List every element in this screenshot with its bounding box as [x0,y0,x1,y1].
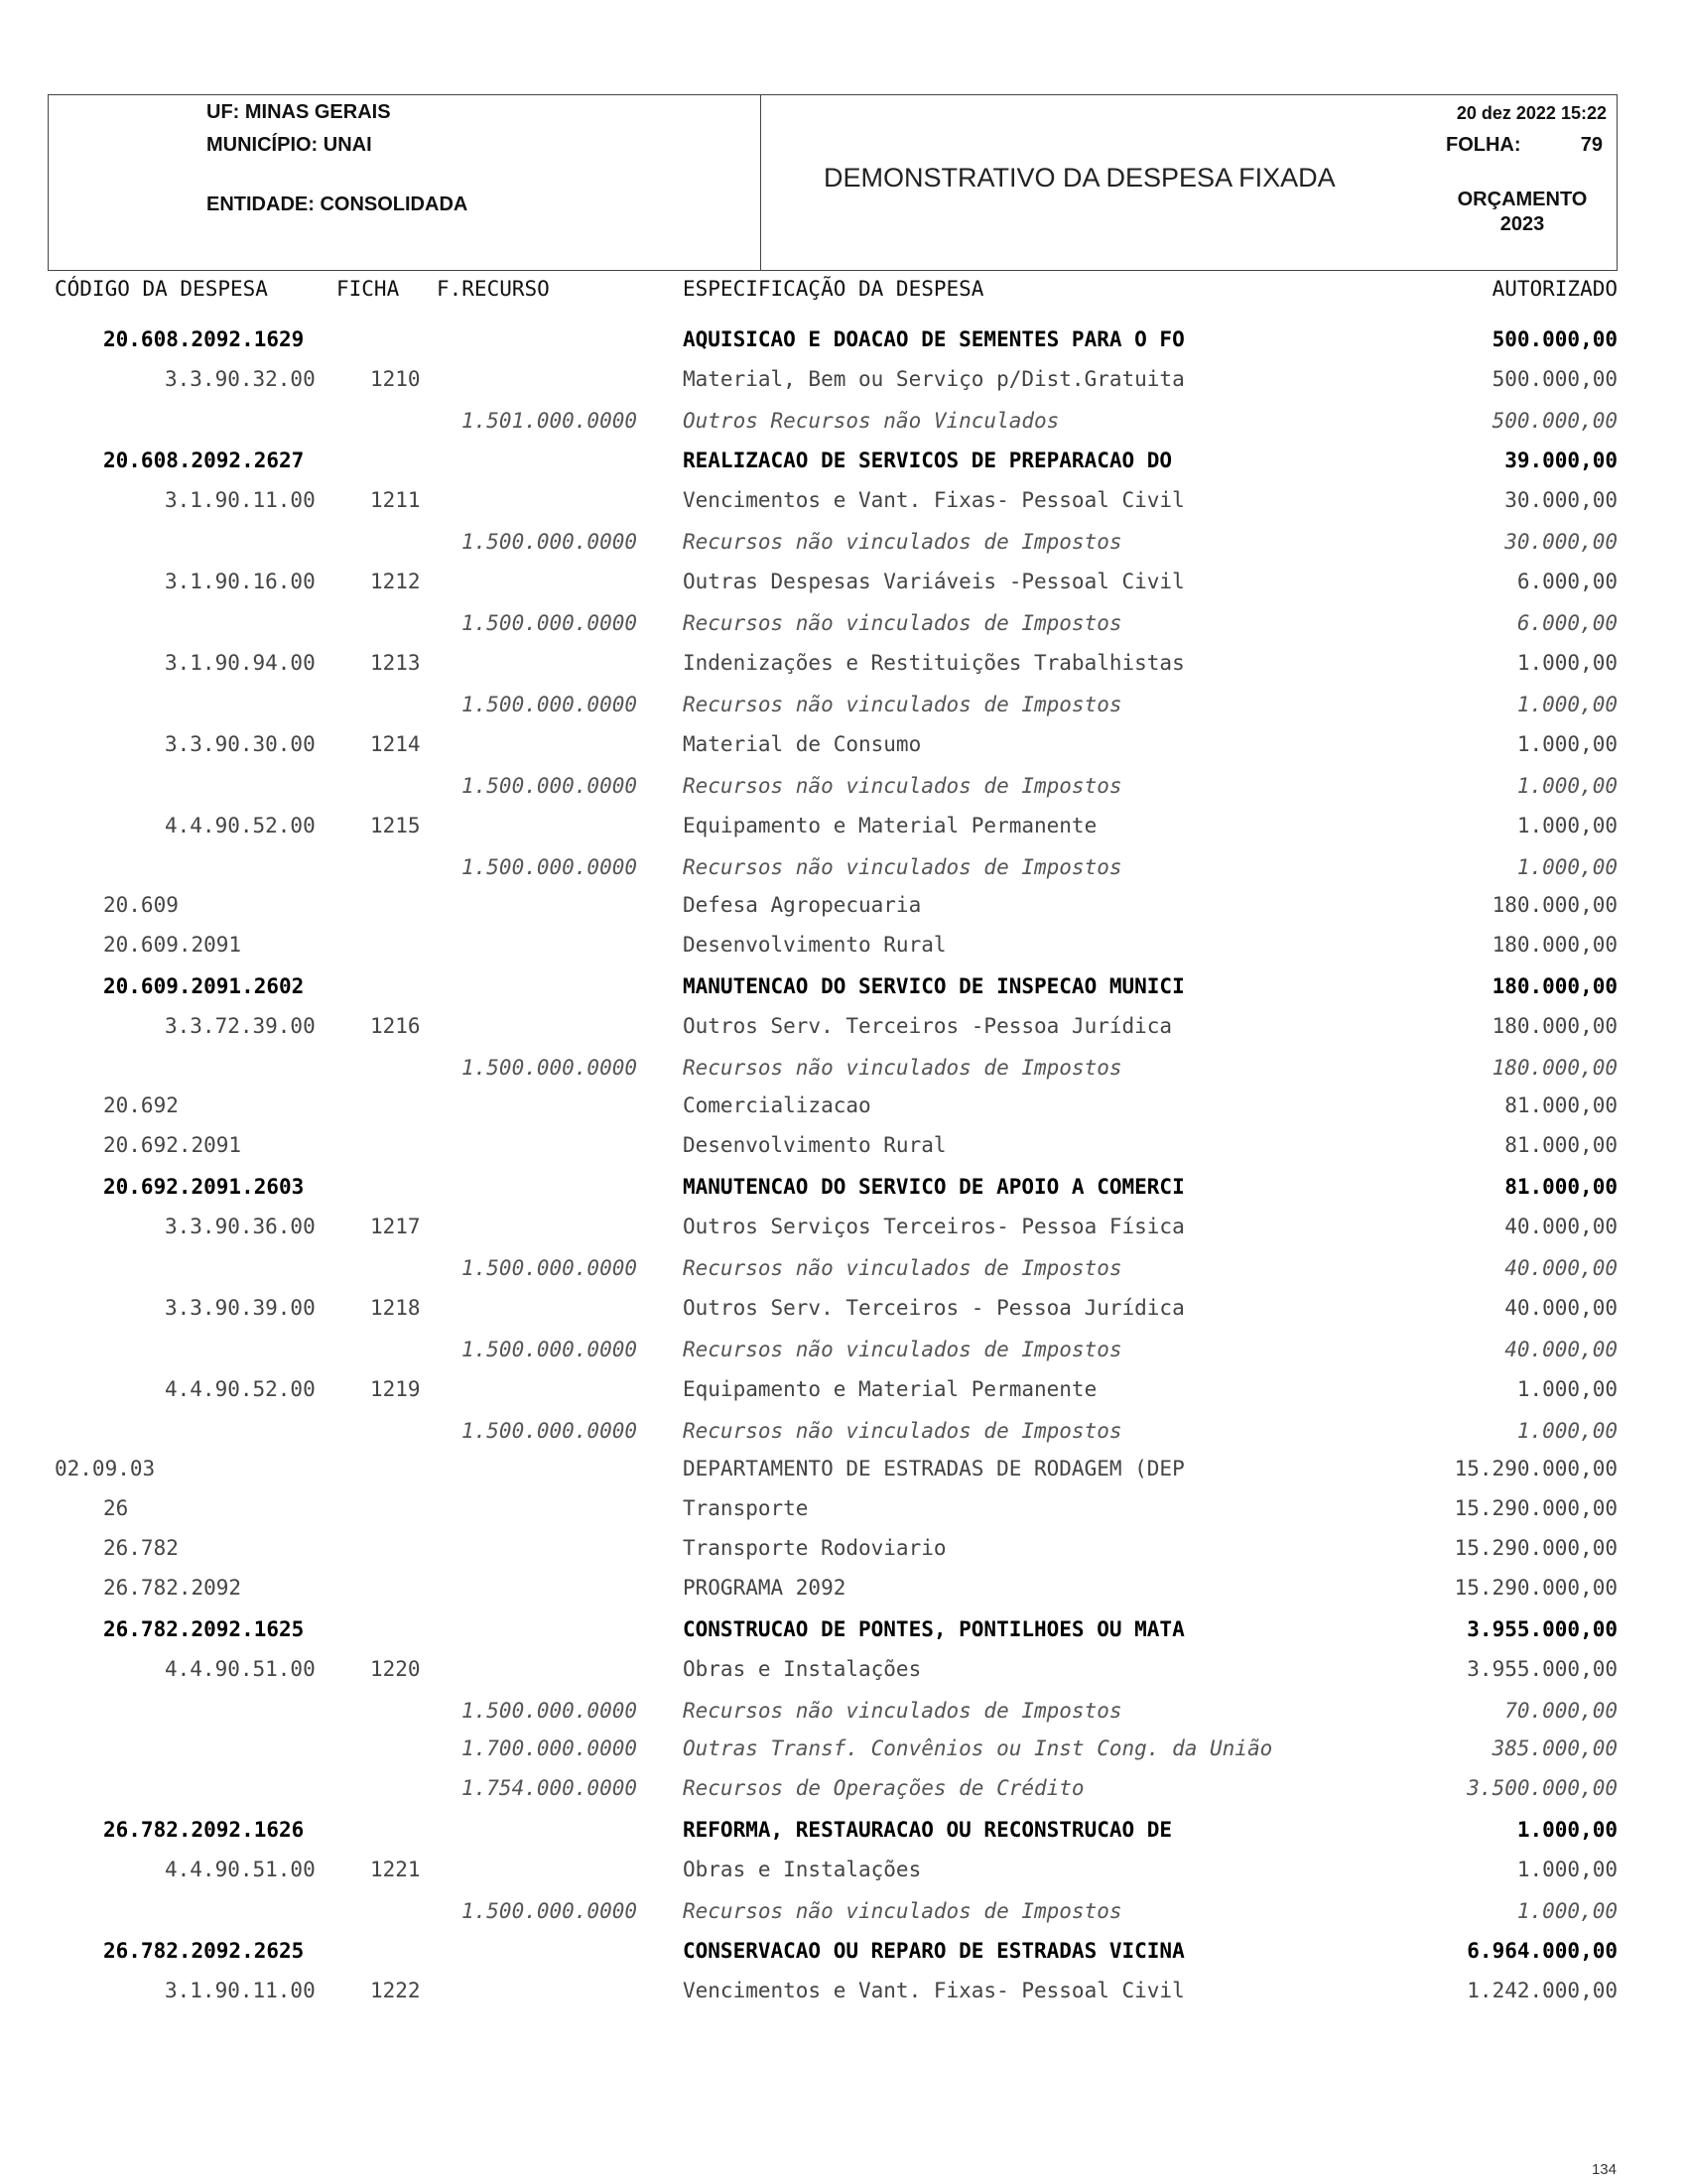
row-especificacao: Defesa Agropecuaria [683,893,922,917]
col-header-ficha: FICHA [336,277,400,301]
row-especificacao: MANUTENCAO DO SERVICO DE INSPECAO MUNICI [683,974,1185,998]
table-row [0,406,1688,436]
row-especificacao: Recursos não vinculados de Impostos [683,1056,1122,1080]
row-autorizado: 180.000,00 [1492,893,1618,917]
row-autorizado: 500.000,00 [1492,327,1618,351]
table-row [0,1253,1688,1283]
row-autorizado: 15.290.000,00 [1454,1457,1618,1480]
row-fonte-recurso: 1.500.000.0000 [461,774,638,798]
row-autorizado: 81.000,00 [1504,1175,1618,1199]
row-autorizado: 30.000,00 [1504,488,1618,512]
row-autorizado: 1.000,00 [1516,651,1618,675]
table-row [0,364,1688,394]
row-especificacao: Recursos não vinculados de Impostos [683,1699,1122,1723]
row-autorizado: 1.242.000,00 [1467,1979,1618,2002]
table-row [0,690,1688,719]
row-code: 4.4.90.51.00 [165,1858,316,1881]
row-autorizado: 1.000,00 [1516,855,1618,879]
row-code: 3.3.90.36.00 [165,1215,316,1238]
row-especificacao: Obras e Instalações [683,1858,922,1881]
row-code: 3.3.90.39.00 [165,1296,316,1320]
row-fonte-recurso: 1.500.000.0000 [461,1056,638,1080]
row-autorizado: 15.290.000,00 [1454,1536,1618,1560]
table-row [0,971,1688,1001]
row-autorizado: 30.000,00 [1504,530,1618,554]
row-code: 3.3.72.39.00 [165,1014,316,1038]
table-row [0,1573,1688,1603]
row-especificacao: Outros Recursos não Vinculados [683,409,1060,433]
row-autorizado: 1.000,00 [1516,1899,1618,1923]
row-ficha: 1218 [370,1296,421,1320]
table-row [0,485,1688,515]
table-row [0,1416,1688,1446]
row-autorizado: 70.000,00 [1504,1699,1618,1723]
row-especificacao: Outros Serviços Terceiros- Pessoa Física [683,1215,1185,1238]
row-ficha: 1221 [370,1858,421,1881]
table-row [0,1896,1688,1926]
row-fonte-recurso: 1.500.000.0000 [461,693,638,716]
table-row [0,1011,1688,1041]
col-header-especificacao: ESPECIFICAÇÃO DA DESPESA [683,277,984,301]
report-datetime: 20 dez 2022 15:22 [1456,103,1607,123]
table-row [0,1053,1688,1083]
row-fonte-recurso: 1.500.000.0000 [461,1338,638,1361]
row-code: 26.782.2092.2625 [103,1939,305,1963]
page-number: 134 [1591,2161,1617,2178]
table-row [0,1172,1688,1202]
row-especificacao: Outros Serv. Terceiros -Pessoa Jurídica [683,1014,1173,1038]
col-header-codigo: CÓDIGO DA DESPESA [55,277,268,301]
row-code: 3.1.90.11.00 [165,488,316,512]
row-autorizado: 3.500.000,00 [1467,1776,1618,1800]
row-especificacao: CONSERVACAO OU REPARO DE ESTRADAS VICINA [683,1939,1185,1963]
row-code: 20.609.2091 [103,933,242,957]
table-row [0,527,1688,557]
row-especificacao: REALIZACAO DE SERVICOS DE PREPARACAO DO [683,449,1173,472]
row-code: 26.782.2092.1626 [103,1818,305,1842]
folha-value: 79 [1580,134,1603,156]
row-especificacao: Transporte Rodoviario [683,1536,947,1560]
row-autorizado: 40.000,00 [1504,1256,1618,1280]
row-especificacao: Recursos não vinculados de Impostos [683,1419,1122,1443]
row-especificacao: Indenizações e Restituições Trabalhistas [683,651,1185,675]
row-autorizado: 180.000,00 [1492,1014,1618,1038]
row-code: 26.782.2092 [103,1576,242,1600]
row-fonte-recurso: 1.754.000.0000 [461,1776,638,1800]
row-code: 3.1.90.16.00 [165,570,316,593]
row-especificacao: Recursos não vinculados de Impostos [683,855,1122,879]
table-row [0,811,1688,840]
row-autorizado: 40.000,00 [1504,1296,1618,1320]
row-especificacao: Desenvolvimento Rural [683,1133,947,1157]
table-row [0,1976,1688,2005]
row-ficha: 1216 [370,1014,421,1038]
row-autorizado: 1.000,00 [1516,1419,1618,1443]
table-row [0,1734,1688,1763]
row-especificacao: Vencimentos e Vant. Fixas- Pessoal Civil [683,1979,1185,2002]
row-fonte-recurso: 1.500.000.0000 [461,530,638,554]
table-row [0,1614,1688,1644]
row-especificacao: Outras Despesas Variáveis -Pessoal Civil [683,570,1185,593]
table-row [0,1091,1688,1120]
row-ficha: 1217 [370,1215,421,1238]
row-especificacao: Desenvolvimento Rural [683,933,947,957]
table-row [0,567,1688,596]
row-especificacao: Recursos não vinculados de Impostos [683,693,1122,716]
row-especificacao: Transporte [683,1496,809,1520]
table-row [0,1335,1688,1364]
row-code: 20.609 [103,893,179,917]
row-especificacao: DEPARTAMENTO DE ESTRADAS DE RODAGEM (DEP [683,1457,1185,1480]
col-header-autorizado: AUTORIZADO [1492,277,1618,301]
table-row [0,1212,1688,1241]
row-autorizado: 6.000,00 [1516,611,1618,635]
row-autorizado: 180.000,00 [1492,933,1618,957]
row-especificacao: Obras e Instalações [683,1657,922,1681]
row-autorizado: 3.955.000,00 [1467,1657,1618,1681]
row-code: 26 [103,1496,129,1520]
row-especificacao: PROGRAMA 2092 [683,1576,846,1600]
table-row [0,1374,1688,1404]
table-row [0,1773,1688,1803]
row-fonte-recurso: 1.700.000.0000 [461,1736,638,1760]
table-row [0,324,1688,354]
table-row [0,1815,1688,1845]
row-fonte-recurso: 1.500.000.0000 [461,1419,638,1443]
row-especificacao: Equipamento e Material Permanente [683,814,1098,837]
row-especificacao: MANUTENCAO DO SERVICO DE APOIO A COMERCI [683,1175,1185,1199]
row-autorizado: 40.000,00 [1504,1338,1618,1361]
row-especificacao: Outros Serv. Terceiros - Pessoa Jurídica [683,1296,1185,1320]
row-autorizado: 81.000,00 [1504,1093,1618,1117]
entidade-label: ENTIDADE: CONSOLIDADA [206,193,468,215]
row-code: 20.692.2091.2603 [103,1175,305,1199]
row-especificacao: Recursos não vinculados de Impostos [683,1899,1122,1923]
row-especificacao: Material de Consumo [683,732,922,756]
uf-label: UF: MINAS GERAIS [206,101,391,123]
row-fonte-recurso: 1.500.000.0000 [461,611,638,635]
table-row [0,771,1688,801]
row-autorizado: 15.290.000,00 [1454,1576,1618,1600]
row-especificacao: Vencimentos e Vant. Fixas- Pessoal Civil [683,488,1185,512]
folha-label: FOLHA: [1446,134,1521,156]
row-autorizado: 81.000,00 [1504,1133,1618,1157]
row-autorizado: 1.000,00 [1516,732,1618,756]
row-code: 20.692.2091 [103,1133,242,1157]
row-autorizado: 1.000,00 [1516,1377,1618,1401]
row-code: 26.782.2092.1625 [103,1617,305,1641]
row-fonte-recurso: 1.500.000.0000 [461,1699,638,1723]
row-ficha: 1213 [370,651,421,675]
orcamento-label: ORÇAMENTO [1457,189,1588,210]
row-ficha: 1210 [370,367,421,391]
table-row [0,1654,1688,1684]
row-especificacao: Recursos não vinculados de Impostos [683,1256,1122,1280]
table-row [0,648,1688,678]
row-code: 4.4.90.52.00 [165,814,316,837]
row-fonte-recurso: 1.500.000.0000 [461,1256,638,1280]
row-ficha: 1212 [370,570,421,593]
row-autorizado: 6.964.000,00 [1467,1939,1618,1963]
row-autorizado: 1.000,00 [1516,774,1618,798]
row-autorizado: 180.000,00 [1492,1056,1618,1080]
row-code: 20.608.2092.2627 [103,449,305,472]
row-autorizado: 3.955.000,00 [1467,1617,1618,1641]
row-especificacao: CONSTRUCAO DE PONTES, PONTILHOES OU MATA [683,1617,1185,1641]
table-row [0,1454,1688,1483]
table-row [0,446,1688,475]
table-row [0,890,1688,920]
row-especificacao: Recursos não vinculados de Impostos [683,611,1122,635]
row-especificacao: Outras Transf. Convênios ou Inst Cong. da União [683,1736,1273,1760]
table-row [0,1493,1688,1523]
row-ficha: 1214 [370,732,421,756]
row-especificacao: AQUISICAO E DOACAO DE SEMENTES PARA O FO [683,327,1185,351]
row-especificacao: Material, Bem ou Serviço p/Dist.Gratuita [683,367,1185,391]
row-ficha: 1215 [370,814,421,837]
table-row [0,1855,1688,1884]
table-row [0,1533,1688,1563]
row-fonte-recurso: 1.500.000.0000 [461,1899,638,1923]
row-ficha: 1222 [370,1979,421,2002]
row-code: 20.609.2091.2602 [103,974,305,998]
row-code: 4.4.90.52.00 [165,1377,316,1401]
table-row [0,1936,1688,1966]
report-title: DEMONSTRATIVO DA DESPESA FIXADA [824,163,1336,193]
row-fonte-recurso: 1.501.000.0000 [461,409,638,433]
table-row [0,729,1688,759]
row-code: 20.608.2092.1629 [103,327,305,351]
row-ficha: 1211 [370,488,421,512]
row-code: 4.4.90.51.00 [165,1657,316,1681]
row-autorizado: 40.000,00 [1504,1215,1618,1238]
row-ficha: 1220 [370,1657,421,1681]
row-autorizado: 500.000,00 [1492,367,1618,391]
row-especificacao: Recursos não vinculados de Impostos [683,530,1122,554]
row-especificacao: REFORMA, RESTAURACAO OU RECONSTRUCAO DE [683,1818,1173,1842]
row-autorizado: 6.000,00 [1516,570,1618,593]
row-code: 3.3.90.30.00 [165,732,316,756]
orcamento-year: 2023 [1499,213,1545,235]
row-autorizado: 39.000,00 [1504,449,1618,472]
row-autorizado: 180.000,00 [1492,974,1618,998]
row-code: 02.09.03 [55,1457,156,1480]
row-code: 26.782 [103,1536,179,1560]
row-autorizado: 385.000,00 [1492,1736,1618,1760]
row-autorizado: 15.290.000,00 [1454,1496,1618,1520]
table-row [0,1130,1688,1160]
row-autorizado: 500.000,00 [1492,409,1618,433]
table-row [0,1696,1688,1726]
row-especificacao: Recursos de Operações de Crédito [683,1776,1085,1800]
row-especificacao: Recursos não vinculados de Impostos [683,774,1122,798]
row-code: 20.692 [103,1093,179,1117]
row-autorizado: 1.000,00 [1516,814,1618,837]
col-header-recurso: F.RECURSO [437,277,550,301]
row-code: 3.3.90.32.00 [165,367,316,391]
table-row [0,608,1688,638]
row-ficha: 1219 [370,1377,421,1401]
table-row [0,930,1688,960]
row-especificacao: Equipamento e Material Permanente [683,1377,1098,1401]
table-row [0,852,1688,882]
row-autorizado: 1.000,00 [1516,1858,1618,1881]
row-code: 3.1.90.11.00 [165,1979,316,2002]
row-fonte-recurso: 1.500.000.0000 [461,855,638,879]
row-autorizado: 1.000,00 [1516,693,1618,716]
row-autorizado: 1.000,00 [1516,1818,1618,1842]
table-row [0,1293,1688,1323]
municipio-label: MUNICÍPIO: UNAI [206,134,372,156]
row-code: 3.1.90.94.00 [165,651,316,675]
row-especificacao: Comercializacao [683,1093,871,1117]
row-especificacao: Recursos não vinculados de Impostos [683,1338,1122,1361]
